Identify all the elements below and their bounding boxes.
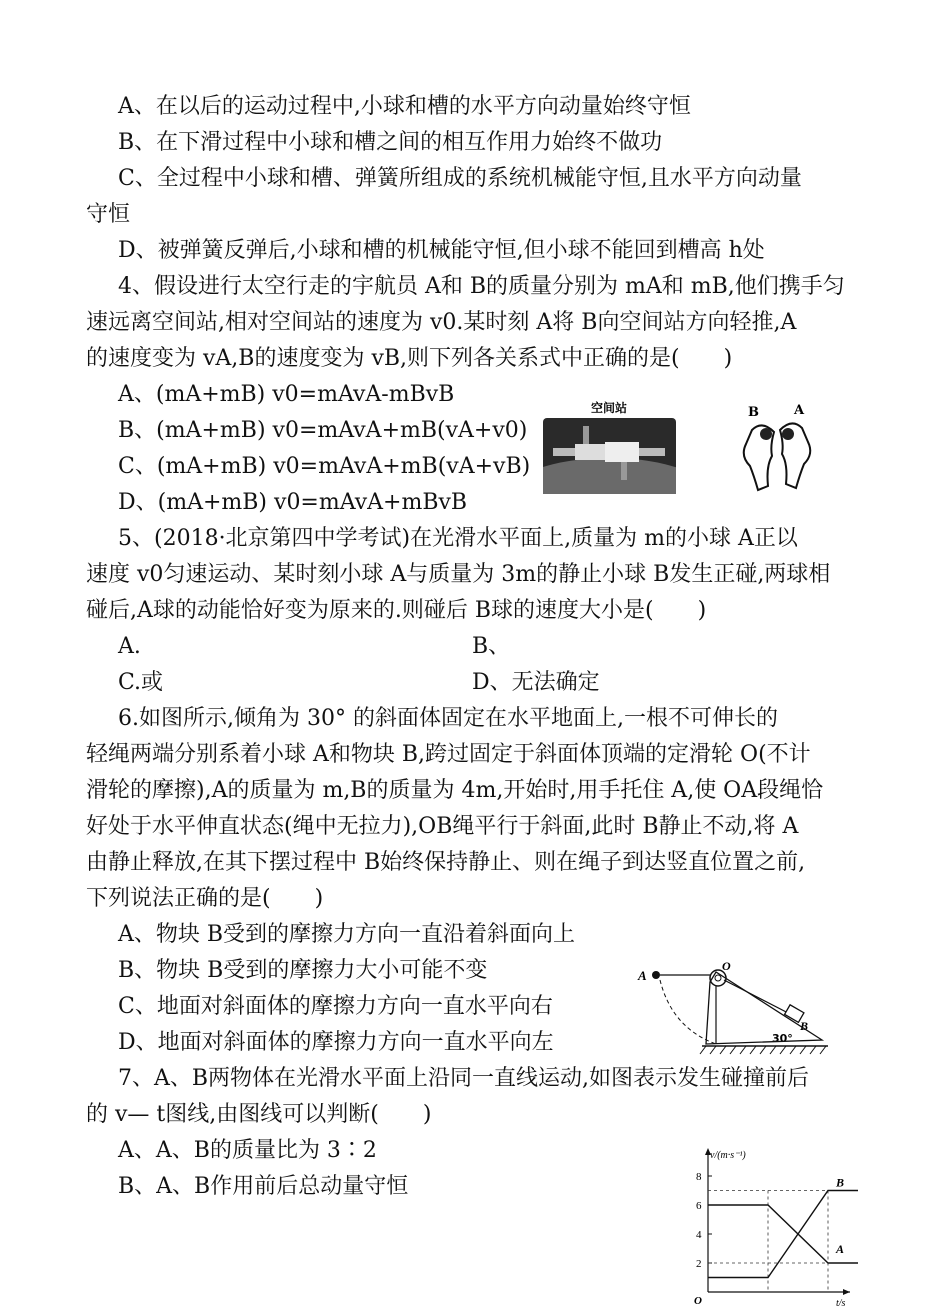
q4-stem-line2: 速远离空间站,相对空间站的速度为 v0.某时刻 A将 B向空间站方向轻推,A — [86, 310, 797, 335]
q6-stem-line5: 由静止释放,在其下摆过程中 B始终保持静止、则在绳子到达竖直位置之前, — [86, 850, 806, 875]
q6-option-a: A、物块 B受到的摩擦力方向一直沿着斜面向上 — [118, 922, 576, 947]
astronaut-label-b: B — [748, 405, 759, 420]
q4-stem-line1: 4、假设进行太空行走的宇航员 A和 B的质量分别为 mA和 mB,他们携手匀 — [118, 274, 845, 299]
y-tick-label: 6 — [696, 1200, 702, 1212]
y-axis-label: v/(m·s⁻¹) — [710, 1150, 746, 1161]
q5-stem-line1: 5、(2018·北京第四中学考试)在光滑水平面上,质量为 m的小球 A正以 — [118, 526, 798, 551]
q6-stem-line4: 好处于水平伸直状态(绳中无拉力),OB绳平行于斜面,此时 B静止不动,将 A — [86, 814, 799, 839]
photo-title: 空间站 — [590, 401, 628, 415]
incline-pulley-figure — [636, 958, 832, 1058]
q5-option-c: C.或 — [118, 670, 164, 695]
q5-option-a: A. — [118, 634, 141, 659]
q6-option-d: D、地面对斜面体的摩擦力方向一直水平向左 — [118, 1030, 554, 1055]
series-line-b — [708, 1191, 858, 1278]
x-axis-label: t/s — [836, 1298, 846, 1309]
fig-label-b: B — [800, 1019, 809, 1033]
y-tick-label: 4 — [696, 1229, 702, 1241]
q3-option-d: D、被弹簧反弹后,小球和槽的机械能守恒,但小球不能回到槽高 h处 — [118, 238, 765, 263]
x-axis-arrow — [843, 1289, 850, 1295]
q3-option-c-cont: 守恒 — [86, 202, 131, 227]
vt-graph — [680, 1140, 866, 1310]
q4-option-d: D、(mA+mB) v0=mAvA+mBvB — [118, 490, 468, 515]
astronaut-label-a: A — [794, 403, 805, 418]
fig-label-o: O — [722, 959, 731, 973]
q7-stem-line2: 的 v— t图线,由图线可以判断( ) — [86, 1102, 432, 1127]
q7-option-a: A、A、B的质量比为 3∶2 — [118, 1138, 377, 1163]
fig-label-angle: 30° — [772, 1032, 793, 1045]
q7-option-b: B、A、B作用前后总动量守恒 — [118, 1174, 409, 1199]
q6-stem-line1: 6.如图所示,倾角为 30° 的斜面体固定在水平地面上,一根不可伸长的 — [118, 706, 778, 731]
q5-option-d: D、无法确定 — [472, 670, 600, 695]
q3-option-b: B、在下滑过程中小球和槽之间的相互作用力始终不做功 — [118, 130, 663, 155]
space-station-photo — [543, 398, 676, 494]
q3-option-c: C、全过程中小球和槽、弹簧所组成的系统机械能守恒,且水平方向动量 — [118, 166, 802, 191]
q3-option-a: A、在以后的运动过程中,小球和槽的水平方向动量始终守恒 — [118, 94, 691, 119]
q6-stem-line2: 轻绳两端分别系着小球 A和物块 B,跨过固定于斜面体顶端的定滑轮 O(不计 — [86, 742, 811, 767]
q6-stem-line3: 滑轮的摩擦),A的质量为 m,B的质量为 4m,开始时,用手托住 A,使 OA段绳恰 — [86, 778, 824, 803]
q5-stem-line3: 碰后,A球的动能恰好变为原来的.则碰后 B球的速度大小是( ) — [86, 598, 707, 623]
q6-option-c: C、地面对斜面体的摩擦力方向一直水平向右 — [118, 994, 553, 1019]
series-label-b: B — [836, 1175, 845, 1190]
q6-stem-line6: 下列说法正确的是( ) — [86, 886, 324, 911]
q7-stem-line1: 7、A、B两物体在光滑水平面上沿同一直线运动,如图表示发生碰撞前后 — [118, 1066, 810, 1091]
y-tick-label: 8 — [696, 1171, 702, 1183]
q6-option-b: B、物块 B受到的摩擦力大小可能不变 — [118, 958, 488, 983]
q5-option-b: B、 — [472, 634, 511, 659]
y-tick-label: 2 — [696, 1258, 702, 1270]
origin-label: O — [694, 1295, 702, 1307]
astronauts-figure — [732, 400, 822, 498]
q4-stem-line3: 的速度变为 vA,B的速度变为 vB,则下列各关系式中正确的是( ) — [86, 346, 733, 371]
fig-label-a: A — [638, 968, 647, 983]
q4-option-c: C、(mA+mB) v0=mAvA+mB(vA+vB) — [118, 454, 531, 479]
series-label-a: A — [836, 1242, 845, 1256]
q4-option-a: A、(mA+mB) v0=mAvA-mBvB — [118, 382, 455, 407]
q4-option-b: B、(mA+mB) v0=mAvA+mB(vA+v0) — [118, 418, 528, 443]
vt-graph-svg — [680, 1140, 866, 1310]
q5-stem-line2: 速度 v0匀速运动、某时刻小球 A与质量为 3m的静止小球 B发生正碰,两球相 — [86, 562, 831, 587]
